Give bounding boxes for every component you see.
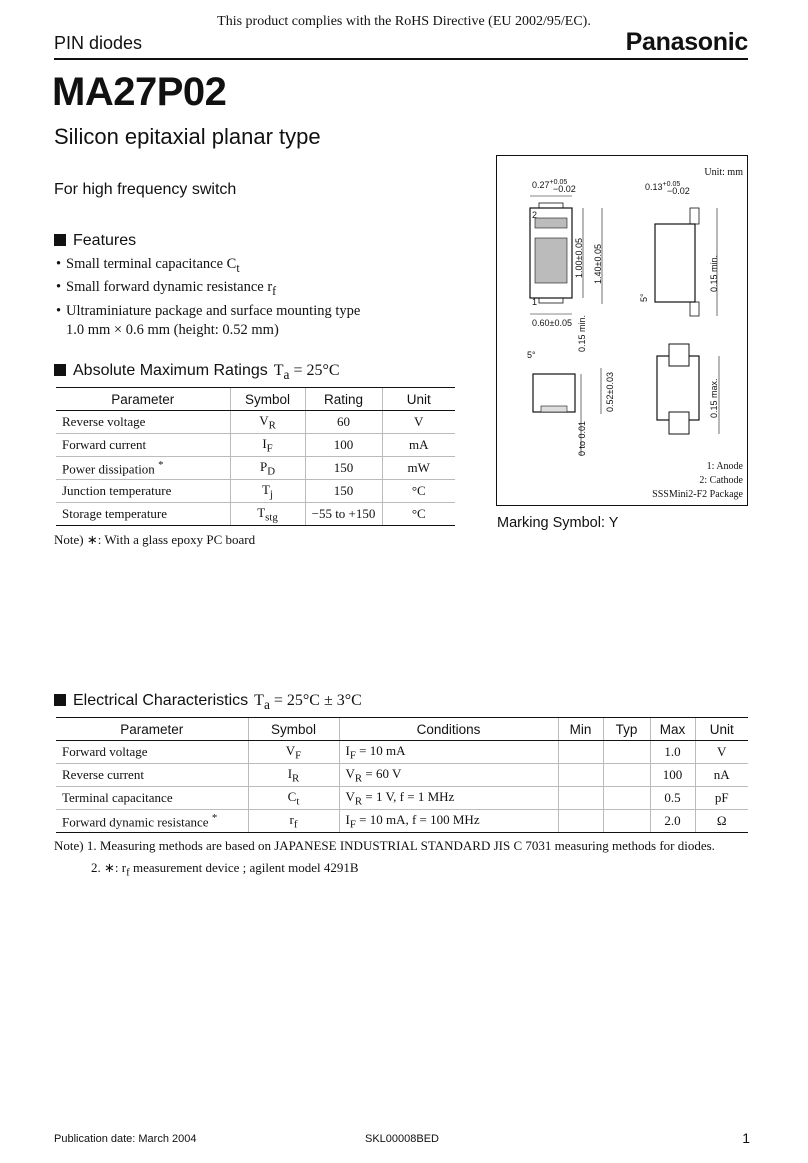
- dim-side-lead-minus: −0.02: [667, 186, 690, 196]
- feature-item: • Ultraminiature package and surface mounting type 1.0 mm × 0.6 mm (height: 0.52 mm): [56, 302, 360, 341]
- cond-text: = 60 V: [362, 765, 402, 781]
- param-text: Reverse current: [62, 767, 144, 782]
- unit-cell: Ω: [695, 810, 748, 833]
- side-view-body: [655, 224, 695, 302]
- symbol-cell: [230, 457, 305, 480]
- table-row: [56, 810, 748, 833]
- symbol-subscript: j: [269, 488, 273, 501]
- max-cell: 1.0: [650, 741, 695, 764]
- min-cell: [558, 810, 603, 833]
- symbol-cell: [230, 503, 305, 526]
- min-cell: [558, 741, 603, 764]
- param-text: Storage temperature: [62, 506, 168, 521]
- symbol-subscript: f: [293, 818, 298, 831]
- rating-cell: 60: [305, 411, 382, 434]
- elec-note-2: [91, 860, 359, 879]
- symbol-text: V: [285, 742, 296, 758]
- typ-cell: [603, 787, 650, 810]
- dim-angle-b: 5°: [527, 350, 536, 360]
- param-cell: [56, 787, 248, 810]
- symbol-subscript: stg: [265, 511, 278, 524]
- marking-symbol: Marking Symbol: Y: [497, 515, 619, 531]
- col-header: Parameter: [56, 718, 248, 741]
- symbol-cell: [230, 434, 305, 457]
- cond-subscript: a: [263, 697, 270, 713]
- footnote-mark: *: [158, 458, 164, 471]
- table-row: [56, 764, 748, 787]
- rating-cell: 150: [305, 457, 382, 480]
- cond-value: = 25°C ± 3°C: [269, 692, 362, 709]
- elec-note-1: Note) 1. Measuring methods are based on JAPANESE INDUSTRIAL STANDARD JIS C 7031 measuring methods for diodes.: [54, 838, 715, 853]
- header-rule: [54, 58, 748, 60]
- symbol-cell: [248, 787, 339, 810]
- dim-body-width: 0.60±0.05: [532, 318, 572, 328]
- table-row: [56, 434, 455, 457]
- package-drawing: [496, 155, 748, 506]
- dim-top-width-minus: −0.02: [553, 184, 576, 194]
- param-text: Power dissipation: [62, 461, 155, 477]
- feature-item: • Small terminal capacitance $C_t$: [56, 256, 240, 275]
- package-outline-svg: [497, 156, 747, 505]
- param-text: Forward current: [62, 437, 147, 452]
- brand-logo: Panasonic: [625, 28, 748, 56]
- bottom-view-lead-upper: [669, 344, 689, 366]
- unit-cell: °C: [382, 480, 455, 503]
- symbol-text: T: [262, 481, 270, 497]
- param-text: Reverse voltage: [62, 414, 146, 429]
- note2-prefix: 2. ∗: r: [91, 860, 127, 875]
- abs-max-table: [56, 387, 455, 526]
- param-text: Forward dynamic resistance: [62, 814, 209, 830]
- abs-max-note: Note) ∗: With a glass epoxy PC board: [54, 532, 256, 547]
- min-cell: [558, 764, 603, 787]
- legend-anode: 1: Anode: [706, 461, 743, 472]
- dim-top-width: $0.27^{+0.05}$: [532, 179, 568, 190]
- symbol-cell: [230, 480, 305, 503]
- dim-standoff: 0 to 0.01: [577, 420, 587, 456]
- cond-subscript: R: [354, 772, 363, 785]
- param-text: Terminal capacitance: [62, 790, 173, 805]
- typ-cell: [603, 764, 650, 787]
- cond-subscript: a: [283, 367, 290, 383]
- product-category: PIN diodes: [54, 33, 143, 53]
- cond-text: = 1 V, f = 1 MHz: [362, 788, 455, 804]
- application-text: For high frequency switch: [54, 181, 237, 198]
- table-row: [56, 503, 455, 526]
- section-bullet: [54, 364, 66, 376]
- rating-cell: 150: [305, 480, 382, 503]
- param-cell: [56, 764, 248, 787]
- table-row: [56, 411, 455, 434]
- col-header: Parameter: [56, 388, 230, 411]
- param-cell: [56, 457, 230, 480]
- cond-symbol: T: [254, 692, 264, 709]
- conditions-cell: [339, 810, 558, 833]
- rating-cell: −55 to +150: [305, 503, 382, 526]
- table-header-row: [56, 388, 455, 411]
- feature-item: • Small forward dynamic resistance $r_f$: [56, 279, 277, 299]
- col-header: Typ: [603, 718, 650, 741]
- section-bullet: [54, 694, 66, 706]
- symbol-subscript: F: [295, 749, 302, 762]
- table-row: [56, 480, 455, 503]
- param-cell: [56, 810, 248, 833]
- dim-lead-min-b: 0.15 min.: [709, 254, 719, 292]
- col-header: Symbol: [248, 718, 339, 741]
- cond-symbol: T: [273, 362, 284, 379]
- doc-code: SKL00008BED: [365, 1133, 439, 1145]
- param-cell: [56, 503, 230, 526]
- symbol-subscript: R: [268, 419, 276, 432]
- symbol-cell: [248, 741, 339, 764]
- unit-label: Unit: mm: [704, 167, 743, 178]
- max-cell: 0.5: [650, 787, 695, 810]
- col-header: Rating: [305, 388, 382, 411]
- rating-cell: 100: [305, 434, 382, 457]
- max-cell: 100: [650, 764, 695, 787]
- pin2-label: 2: [532, 210, 538, 220]
- rohs-notice: This product complies with the RoHS Directive (EU 2002/95/EC).: [217, 14, 591, 29]
- symbol-subscript: D: [267, 465, 276, 478]
- unit-cell: V: [382, 411, 455, 434]
- pin1-label: 1: [532, 297, 538, 307]
- bottom-view-lead-lower: [669, 412, 689, 434]
- feature-text: Small forward dynamic resistance r: [66, 279, 273, 296]
- symbol-cell: [248, 764, 339, 787]
- unit-cell: mW: [382, 457, 455, 480]
- symbol-text: P: [259, 458, 268, 474]
- symbol-text: r: [289, 811, 294, 827]
- param-text: Junction temperature: [62, 483, 172, 498]
- front-view-lead: [541, 406, 567, 412]
- publication-date: Publication date: March 2004: [54, 1133, 197, 1145]
- dim-angle-a: 5°: [639, 293, 649, 302]
- cond-symbol: V: [345, 788, 355, 804]
- unit-cell: °C: [382, 503, 455, 526]
- footnote-mark: *: [211, 811, 218, 824]
- param-cell: [56, 480, 230, 503]
- product-subtitle: Silicon epitaxial planar type: [54, 124, 321, 149]
- symbol-cell: [248, 810, 339, 833]
- abs-max-heading-text: Absolute Maximum Ratings: [73, 362, 268, 379]
- side-view-lead-upper: [690, 208, 699, 224]
- note2-text: measurement device ; agilent model 4291B: [129, 860, 359, 875]
- conditions-cell: [339, 764, 558, 787]
- elec-table: [56, 717, 748, 833]
- part-number: MA27P02: [52, 70, 227, 114]
- symbol-text: C: [287, 788, 297, 804]
- dim-body-height: 1.00±0.05: [574, 238, 584, 278]
- typ-cell: [603, 810, 650, 833]
- elec-heading: [54, 692, 362, 713]
- col-header: Max: [650, 718, 695, 741]
- unit-cell: mA: [382, 434, 455, 457]
- abs-max-condition: [273, 362, 340, 383]
- cond-value: = 25°C: [289, 362, 340, 379]
- features-heading-text: Features: [73, 232, 137, 249]
- typ-cell: [603, 741, 650, 764]
- symbol-subscript: R: [292, 772, 300, 785]
- param-cell: [56, 741, 248, 764]
- cond-text: = 10 mA: [355, 742, 406, 758]
- elec-heading-text: Electrical Characteristics: [73, 692, 249, 709]
- dim-overall-height: 1.40±0.05: [593, 244, 603, 284]
- cond-symbol: I: [345, 811, 350, 827]
- side-view-lead-lower: [690, 302, 699, 316]
- conditions-cell: [339, 787, 558, 810]
- symbol-text: T: [257, 504, 266, 520]
- dim-side-lead: $0.13^{+0.05}$: [645, 181, 681, 192]
- top-view-lead-upper: [539, 203, 563, 208]
- feature-subscript: t: [236, 260, 240, 275]
- top-view-band-upper: [535, 218, 567, 228]
- cond-subscript: F: [349, 818, 356, 831]
- symbol-subscript: t: [296, 795, 300, 808]
- elec-condition: [254, 692, 362, 713]
- cond-subscript: R: [354, 795, 363, 808]
- note2-subscript: f: [126, 866, 130, 879]
- symbol-text: V: [259, 412, 269, 428]
- dim-lead-max: 0.15 max.: [709, 378, 719, 418]
- cond-text: = 10 mA, f = 100 MHz: [355, 811, 480, 827]
- dim-pkg-height: 0.52±0.03: [605, 372, 615, 412]
- max-cell: 2.0: [650, 810, 695, 833]
- dim-lead-min-a: 0.15 min.: [577, 314, 587, 352]
- symbol-text: I: [262, 435, 267, 451]
- col-header: Unit: [382, 388, 455, 411]
- features-heading: [54, 232, 136, 250]
- param-cell: [56, 411, 230, 434]
- col-header: Conditions: [339, 718, 558, 741]
- param-cell: [56, 434, 230, 457]
- table-row: [56, 457, 455, 480]
- table-header-row: [56, 718, 748, 741]
- table-row: [56, 787, 748, 810]
- unit-cell: nA: [695, 764, 748, 787]
- min-cell: [558, 787, 603, 810]
- feature-text: Ultraminiature package and surface mounting type: [66, 302, 361, 319]
- feature-subscript: f: [272, 284, 277, 299]
- features-list: [56, 255, 360, 341]
- table-row: [56, 741, 748, 764]
- section-bullet: [54, 234, 66, 246]
- conditions-cell: [339, 741, 558, 764]
- top-view-band-lower: [535, 238, 567, 283]
- col-header: Symbol: [230, 388, 305, 411]
- legend-cathode: 2: Cathode: [699, 475, 743, 486]
- unit-cell: pF: [695, 787, 748, 810]
- symbol-text: I: [287, 765, 293, 781]
- page-number: 1: [742, 1130, 750, 1146]
- col-header: Unit: [695, 718, 748, 741]
- top-view-lead-lower: [539, 298, 563, 303]
- cond-subscript: F: [349, 749, 356, 762]
- unit-cell: V: [695, 741, 748, 764]
- symbol-subscript: F: [266, 442, 273, 455]
- param-text: Forward voltage: [62, 744, 148, 759]
- cond-symbol: I: [345, 742, 350, 758]
- abs-max-heading: [54, 362, 340, 383]
- symbol-cell: [230, 411, 305, 434]
- feature-text: Small terminal capacitance C: [66, 256, 237, 272]
- legend-package: SSSMini2-F2 Package: [652, 489, 743, 500]
- cond-symbol: V: [345, 765, 355, 781]
- feature-continuation: 1.0 mm × 0.6 mm (height: 0.52 mm): [66, 322, 279, 339]
- col-header: Min: [558, 718, 603, 741]
